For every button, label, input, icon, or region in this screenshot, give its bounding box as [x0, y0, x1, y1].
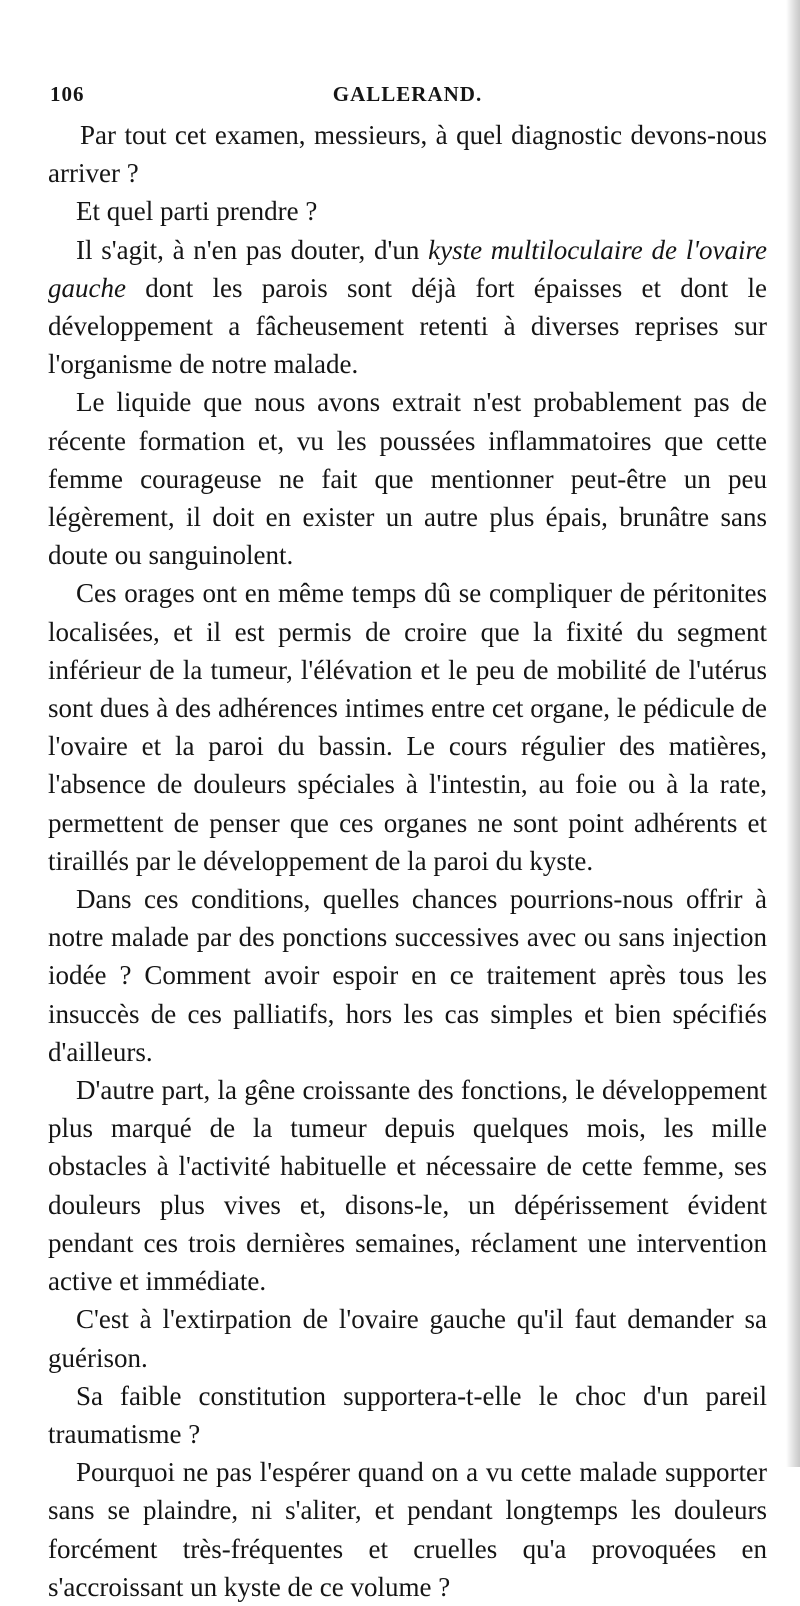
paragraph: D'autre part, la gêne croissante des fonctions, le développement plus marqué de la tumeur depuis quelques mois, les mille obstacles à l'activité habituelle et nécessaire de cette femme, ses douleurs plus vives et, disons-le, un dépérissement évident pendant ces trois dernières semaines, réclament une intervention active et immédiate.: [48, 1075, 767, 1297]
paragraph: Et quel parti prendre ?: [76, 196, 318, 227]
paragraph: Sa faible constitution supportera-t-elle le choc d'un pareil traumatisme ?: [48, 1380, 767, 1449]
paragraph: Pourquoi ne pas l'espérer quand on a vu cette malade supporter sans se plaindre, ni s'aliter, et pendant longtemps les douleurs forcément très-fréquentes et cruelles qu'a provoquées en s'accroissant un kyste de ce volume ?: [48, 1457, 767, 1602]
page-edge-shadow: [786, 0, 800, 1467]
paragraph: C'est à l'extirpation de l'ovaire gauche qu'il faut demander sa guérison.: [48, 1304, 767, 1373]
body-text: [48, 116, 767, 1606]
paragraph-text: Il s'agit, à n'en pas douter, d'un: [76, 234, 429, 265]
page-header: [48, 82, 767, 116]
paragraph: Dans ces conditions, quelles chances pourrions-nous offrir à notre malade par des ponctions successives avec ou sans injection iodée ? Comment avoir espoir en ce traitement après tous les insuccès de ces palliatifs, hors les cas simples et bien spécifiés d'ailleurs.: [48, 884, 767, 1067]
paragraph-diagnosis: [48, 231, 767, 384]
running-head: GALLERAND.: [332, 82, 483, 106]
paragraph: Ces orages ont en même temps dû se compliquer de péritonites localisées, et il est permis de croire que la fixité du segment inférieur de la tumeur, l'élévation et le peu de mobilité de l'utérus sont dues à des adhérences intimes entre cet organe, le pédicule de l'ovaire et la paroi du bassin. Le cours régulier des matières, l'absence de douleurs spéciales à l'intestin, au foie ou à la rate, permettent de penser que ces organes ne sont point adhérents et tiraillés par le développement de la paroi du kyste.: [48, 578, 767, 876]
paragraph: Par tout cet examen, messieurs, à quel diagnostic devons-nous arriver ?: [48, 120, 767, 189]
page-number: 106: [50, 82, 85, 106]
emphasized-diagnosis: kyste multiloculaire de l'ovaire gauche: [48, 234, 767, 303]
paragraph-text: dont les parois sont déjà fort épaisses et dont le développement a fâcheusement retenti à diverses reprises sur l'organisme de notre malade.: [48, 272, 767, 380]
paragraph: Le liquide que nous avons extrait n'est probablement pas de récente formation et, vu les poussées inflammatoires que cette femme courageuse ne fait que mentionner peut-être un peu légèrement, il doit en exister un autre plus épais, brunâtre sans doute ou sanguinolent.: [48, 387, 767, 571]
